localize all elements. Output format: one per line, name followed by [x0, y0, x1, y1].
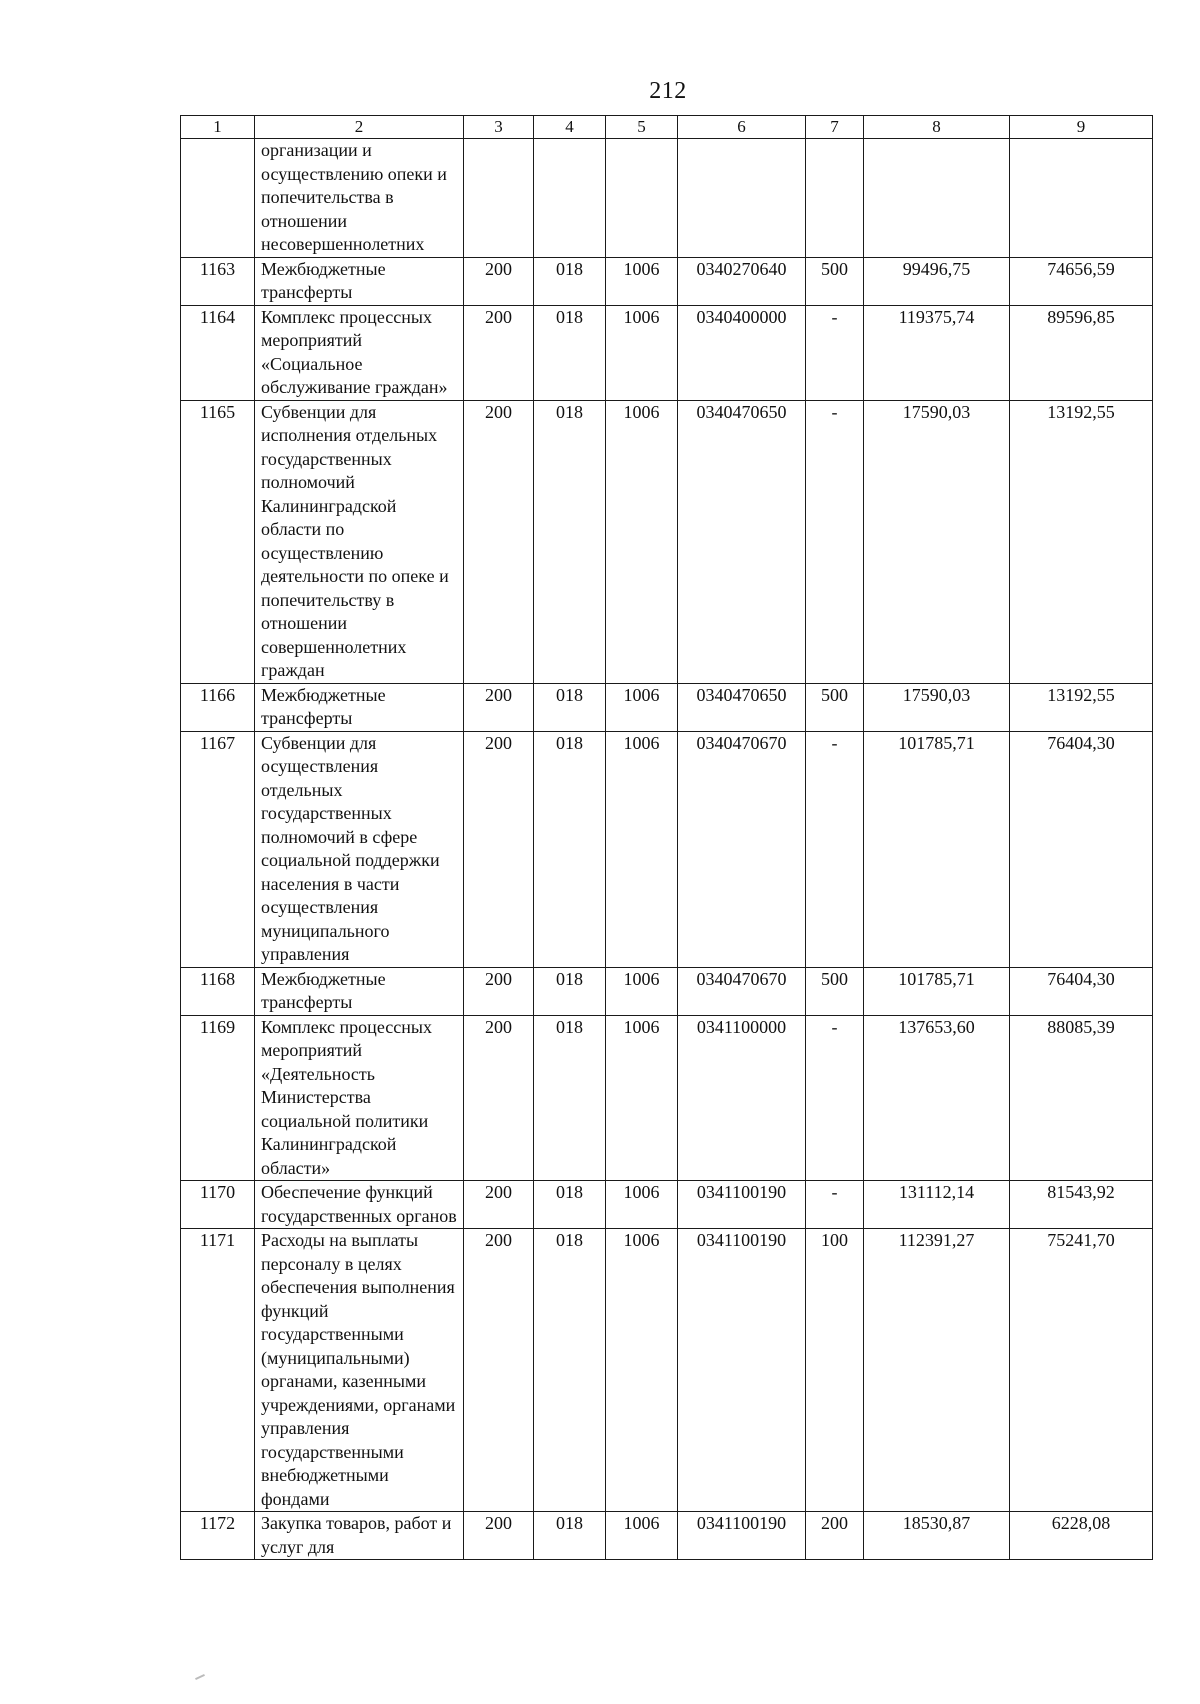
code-cell: 200 [464, 1512, 534, 1560]
code-cell: 200 [464, 967, 534, 1015]
table-row [181, 1512, 1153, 1560]
code-cell: 0340470650 [678, 683, 806, 731]
code-cell: 0341100190 [678, 1229, 806, 1512]
amount-cell [1010, 139, 1153, 258]
column-header: 9 [1010, 116, 1153, 139]
table-row [181, 967, 1153, 1015]
amount-cell: 99496,75 [864, 257, 1010, 305]
code-cell: 200 [806, 1512, 864, 1560]
description-cell: Обеспечение функций государственных органов [255, 1181, 464, 1229]
amount-cell: 74656,59 [1010, 257, 1153, 305]
code-cell [464, 139, 534, 258]
table-row [181, 1229, 1153, 1512]
column-header: 3 [464, 116, 534, 139]
amount-cell: 88085,39 [1010, 1015, 1153, 1181]
code-cell: 0340400000 [678, 305, 806, 400]
table-row [181, 1181, 1153, 1229]
table-row [181, 257, 1153, 305]
amount-cell: 17590,03 [864, 400, 1010, 683]
amount-cell: 76404,30 [1010, 731, 1153, 967]
code-cell: 500 [806, 967, 864, 1015]
code-cell: 018 [534, 1181, 606, 1229]
budget-table [180, 115, 1153, 1560]
code-cell: 200 [464, 305, 534, 400]
amount-cell: 13192,55 [1010, 400, 1153, 683]
row-number-cell: 1166 [181, 683, 255, 731]
column-header: 8 [864, 116, 1010, 139]
code-cell: 0341100000 [678, 1015, 806, 1181]
code-cell: 1006 [606, 967, 678, 1015]
code-cell: 0341100190 [678, 1181, 806, 1229]
code-cell: 500 [806, 257, 864, 305]
description-cell: Межбюджетные трансферты [255, 257, 464, 305]
code-cell [678, 139, 806, 258]
code-cell: 200 [464, 683, 534, 731]
code-cell: 200 [464, 1015, 534, 1181]
description-cell: Субвенции для исполнения отдельных государственных полномочий Калининградской области по осуществлению деятельности по опеке и попечительству в отношении совершеннолетних граждан [255, 400, 464, 683]
code-cell: 0340470670 [678, 967, 806, 1015]
amount-cell: 101785,71 [864, 731, 1010, 967]
code-cell: 200 [464, 1181, 534, 1229]
table-row [181, 139, 1153, 258]
code-cell: - [806, 400, 864, 683]
table-row [181, 683, 1153, 731]
code-cell [534, 139, 606, 258]
code-cell: 018 [534, 1015, 606, 1181]
code-cell: 018 [534, 305, 606, 400]
amount-cell: 89596,85 [1010, 305, 1153, 400]
amount-cell: 17590,03 [864, 683, 1010, 731]
row-number-cell: 1170 [181, 1181, 255, 1229]
amount-cell: 101785,71 [864, 967, 1010, 1015]
code-cell: 0340470650 [678, 400, 806, 683]
amount-cell: 13192,55 [1010, 683, 1153, 731]
table-header [181, 116, 1153, 139]
code-cell: 500 [806, 683, 864, 731]
amount-cell: 119375,74 [864, 305, 1010, 400]
description-cell: Расходы на выплаты персоналу в целях обеспечения выполнения функций государственными (муниципальными) органами, казенными учреждениями, органами управления государственными внебюджетными фондами [255, 1229, 464, 1512]
code-cell: 1006 [606, 1512, 678, 1560]
amount-cell: 137653,60 [864, 1015, 1010, 1181]
column-header: 2 [255, 116, 464, 139]
code-cell: 200 [464, 1229, 534, 1512]
code-cell: 200 [464, 400, 534, 683]
description-cell: Межбюджетные трансферты [255, 683, 464, 731]
amount-cell: 76404,30 [1010, 967, 1153, 1015]
description-cell: организации и осуществлению опеки и попечительства в отношении несовершеннолетних [255, 139, 464, 258]
description-cell: Комплекс процессных мероприятий «Деятельность Министерства социальной политики Калининградской области» [255, 1015, 464, 1181]
code-cell: 1006 [606, 400, 678, 683]
column-header: 5 [606, 116, 678, 139]
table-row [181, 731, 1153, 967]
row-number-cell: 1167 [181, 731, 255, 967]
code-cell: - [806, 1015, 864, 1181]
table-row [181, 1015, 1153, 1181]
code-cell: 1006 [606, 305, 678, 400]
row-number-cell: 1164 [181, 305, 255, 400]
code-cell: 0340470670 [678, 731, 806, 967]
code-cell: - [806, 731, 864, 967]
code-cell: 018 [534, 683, 606, 731]
code-cell: 1006 [606, 731, 678, 967]
page-number: 212 [649, 78, 687, 104]
row-number-cell: 1165 [181, 400, 255, 683]
row-number-cell: 1172 [181, 1512, 255, 1560]
code-cell: 1006 [606, 683, 678, 731]
code-cell: 1006 [606, 1181, 678, 1229]
column-header: 6 [678, 116, 806, 139]
amount-cell: 81543,92 [1010, 1181, 1153, 1229]
code-cell: 1006 [606, 1015, 678, 1181]
table-row [181, 400, 1153, 683]
description-cell: Межбюджетные трансферты [255, 967, 464, 1015]
amount-cell: 18530,87 [864, 1512, 1010, 1560]
code-cell: 018 [534, 731, 606, 967]
amount-cell: 112391,27 [864, 1229, 1010, 1512]
code-cell [806, 139, 864, 258]
amount-cell: 6228,08 [1010, 1512, 1153, 1560]
table-body [181, 139, 1153, 1560]
code-cell: 0341100190 [678, 1512, 806, 1560]
code-cell: 1006 [606, 257, 678, 305]
row-number-cell: 1168 [181, 967, 255, 1015]
row-number-cell [181, 139, 255, 258]
description-cell: Комплекс процессных мероприятий «Социальное обслуживание граждан» [255, 305, 464, 400]
code-cell: 100 [806, 1229, 864, 1512]
code-cell: 018 [534, 400, 606, 683]
amount-cell [864, 139, 1010, 258]
amount-cell: 131112,14 [864, 1181, 1010, 1229]
code-cell: - [806, 1181, 864, 1229]
table-row [181, 305, 1153, 400]
row-number-cell: 1169 [181, 1015, 255, 1181]
amount-cell: 75241,70 [1010, 1229, 1153, 1512]
code-cell: 018 [534, 257, 606, 305]
description-cell: Закупка товаров, работ и услуг для [255, 1512, 464, 1560]
scan-mark [195, 1674, 205, 1680]
header-row [181, 116, 1153, 139]
code-cell: 0340270640 [678, 257, 806, 305]
code-cell: 018 [534, 1512, 606, 1560]
code-cell: 018 [534, 1229, 606, 1512]
code-cell [606, 139, 678, 258]
code-cell: 200 [464, 731, 534, 967]
row-number-cell: 1171 [181, 1229, 255, 1512]
description-cell: Субвенции для осуществления отдельных государственных полномочий в сфере социальной поддержки населения в части осуществления муниципального управления [255, 731, 464, 967]
code-cell: 1006 [606, 1229, 678, 1512]
code-cell: 200 [464, 257, 534, 305]
code-cell: 018 [534, 967, 606, 1015]
code-cell: - [806, 305, 864, 400]
column-header: 4 [534, 116, 606, 139]
row-number-cell: 1163 [181, 257, 255, 305]
column-header: 7 [806, 116, 864, 139]
column-header: 1 [181, 116, 255, 139]
